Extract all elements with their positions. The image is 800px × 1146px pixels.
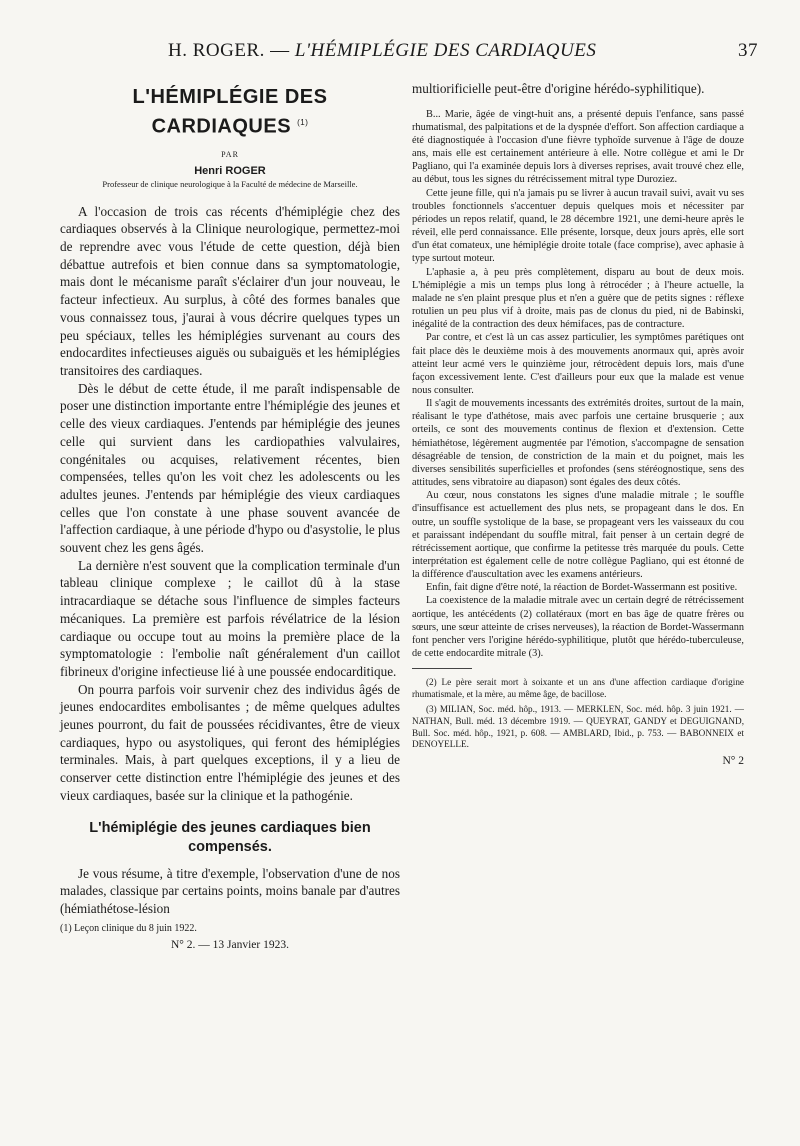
- body-paragraph-1: A l'occasion de trois cas récents d'hémiplégie chez des cardiaques observés à la Clinique neurologique, permettez-moi de reprendre avec vous l'étude de cette question, déjà bien débattue autrefois et bien connue dans sa symptomatologie, mais dont le mécanisme paraît s'éclairer d'un jour nouveau, le facteur infectieux. Au surplus, à côté des formes banales que vous connaissez tous, j'aurai à vous décrire quelques types un peu spéciaux, telles les hémiplégies survenant au cours des endocardites infectieuses aiguës ou subaiguës et les hémiplégies transitoires des cardiaques.: [60, 203, 400, 378]
- left-column: [60, 80, 400, 951]
- section-heading: L'hémiplégie des jeunes cardiaques bien compensés.: [89, 819, 371, 855]
- body-paragraph-5: Je vous résume, à titre d'exemple, l'observation d'une de nos malades, classique par certains points, moins banale par d'autres (hémiathétose-lésion: [60, 865, 400, 916]
- page-number: 37: [738, 40, 758, 61]
- case-paragraph-1: B... Marie, âgée de vingt-huit ans, a présenté depuis l'enfance, sans passé rhumatismal, des palpitations et de la dyspnée d'effort. Son affection cardiaque a été diagnostiquée à l'occasion d'une fièvre typhoïde survenue à l'âge de douze ans, mais elle est certainement antérieure à elle. Notre collègue et ami le Dr Pagliano, qui l'a examinée depuis lors à diverses reprises, avait trouvé chez elle, au début, tous les signes du rétrécissement mitral type Duroziez.: [412, 108, 744, 186]
- body-paragraph-4: On pourra parfois voir survenir chez des individus âgés de jeunes endocardites embolisantes ; de même quelques adultes jeunes pourront, du fait de poussées récidivantes, être de vieux cardiaques, hypo ou asystoliques, qui feront des hémiplégies terminales. Mais, à part quelques exceptions, il y a lieu de conserver cette distinction entre l'hémiplégie des jeunes et des vieux cardiaques, basée sur la clinique et la pathogénie.: [60, 681, 400, 803]
- article-title: [60, 84, 400, 140]
- footnote-3: (3) MILIAN, Soc. méd. hôp., 1913. — MERKLEN, Soc. méd. hôp. 3 juin 1921. — NATHAN, Bull. méd. 13 décembre 1919. — QUEYRAT, GANDY et DEGUIGNAND, Bull. Soc. méd. hôp., 1921, p. 608. — AMBLARD, Ibid., p. 753. — BABONNEIX et DENOYELLE.: [412, 704, 744, 750]
- footnote-2: (2) Le père serait mort à soixante et un ans d'une affection cardiaque d'origine rhumatismale, et la mère, au même âge, de bacillose.: [412, 677, 744, 699]
- footnote-1: (1) Leçon clinique du 8 juin 1922.: [60, 922, 197, 934]
- body-paragraph-3: La dernière n'est souvent que la complication terminale d'un tableau clinique complexe ; le caillot dû à la stase intracardiaque se détache sous l'influence de simples facteurs mécaniques. La première est parfois révélatrice de la lésion cardiaque ou occupe tout au moins la première place de la symptomatologie : l'embolie naît généralement d'un caillot fibrineux d'origine infectieuse lié à une poussée endocarditique.: [60, 557, 400, 679]
- issue-number: N° 2: [722, 754, 744, 767]
- author-name: Henri ROGER: [194, 164, 266, 177]
- case-paragraph-3: L'aphasie a, à peu près complètement, disparu au bout de deux mois. L'hémiplégie a mis un temps plus long à rétrocéder ; à l'heure actuelle, la malade ne s'en plaint presque plus et n'en a guère que de petits signes : réflexe rotulien un peu plus vif à droite, mais pas de clonus du pied, ni de Babinski, inégalité de la contraction des deux hémifaces, pas de contracture.: [412, 266, 744, 331]
- continued-paragraph: multiorificielle peut-être d'origine hérédo-syphilitique).: [412, 81, 705, 96]
- running-title: [168, 40, 596, 62]
- issue-line: N° 2. — 13 Janvier 1923.: [171, 938, 289, 951]
- case-paragraph-8: La coexistence de la maladie mitrale avec un certain degré de rétrécissement aortique, les antécédents (2) collatéraux (mort en bas âge de quatre frères ou sœurs, une sœur atteinte de crises nerveuses), la réaction de Bordet-Wassermann font pencher vers l'origine hérédo-syphilitique, plutôt que hérédo-tuberculeuse, de cette endocardite mitrale (3).: [412, 595, 744, 660]
- case-paragraph-4: Par contre, et c'est là un cas assez particulier, les symptômes parétiques ont fait place dès le deuxième mois à des mouvements anormaux qui, après avoir atteint leur acmé vers le quinzième jour, rétrocèdent depuis lors, mais d'une façon excessivement lente. C'est d'ailleurs pour eux que la malade est venue nous consulter.: [412, 332, 744, 396]
- footnote-divider: [412, 668, 472, 669]
- case-paragraph-2: Cette jeune fille, qui n'a jamais pu se livrer à aucun travail suivi, avait vu ses troubles fonctionnels s'accentuer depuis quelques mois et nécessiter par périodes un repos relatif, quand, le 28 décembre 1921, une demi-heure après le réveil, elle perd connaissance. Elle présente, lorsque, deux jours après, elle sort d'un état comateux, une hémiplégie droite totale (face comprise), avec aphasie à type surtout moteur.: [412, 187, 744, 265]
- case-paragraph-7: Enfin, fait digne d'être noté, la réaction de Bordet-Wassermann est positive.: [426, 582, 738, 594]
- right-column: [412, 80, 744, 767]
- running-dash: —: [264, 40, 295, 61]
- running-header: [58, 40, 758, 74]
- case-paragraph-5: Il s'agit de mouvements incessants des extrémités droites, surtout de la main, réalisant le type d'athétose, mais avec parfois une certaine brusquerie ; aux orteils, ce sont des mouvements continus de flexion et d'extension. Cette hémiathétose, légèrement augmentée par l'émotion, s'accompagne de sensation désagréable de tension, de constriction de la main et du poignet, mais les diverses sensibilités superficielles et profondes (sens stéréognostique, sens des attitudes, sens vibratoire au diapason) sont égales des deux côtés.: [412, 398, 744, 489]
- running-author: H. ROGER.: [168, 40, 265, 61]
- title-line-1: L'HÉMIPLÉGIE DES: [132, 86, 328, 108]
- case-paragraph-6: Au cœur, nous constatons les signes d'une maladie mitrale ; le souffle d'insuffisance est actuellement des plus nets, se propageant dans le dos. En outre, un souffle systolique de la base, se propageant vers les vaisseaux du cou et paraissant indépendant du souffle mitral, fait penser à un certain degré de rétrécissement aortique, que confirme la petitesse très marquée du pouls. Cette interprétation est également celle de notre collègue Pagliano, qui est étonné de la différence d'auscultation avec les examens antérieurs.: [412, 490, 744, 581]
- title-footnote-mark: (1): [297, 118, 309, 127]
- author-affiliation: Professeur de clinique neurologique à la Faculté de médecine de Marseille.: [102, 178, 358, 189]
- title-line-2: CARDIAQUES $^{(1)}$: [151, 115, 309, 138]
- byline-par: PAR: [221, 149, 239, 159]
- body-paragraph-2: Dès le début de cette étude, il me paraît indispensable de poser une distinction importante entre l'hémiplégie des jeunes et celle des vieux cardiaques. J'entends par hémiplégie des jeunes celle qui survient dans les cardiopathies valvulaires, congénitales ou acquises, relativement récentes, bien compensées, telles qu'on les voit chez les adolescents ou les adultes jeunes. J'entends par hémiplégie des vieux cardiaques celles que l'on constate à une phase souvent avancée de l'affection cardiaque, à une période d'hypo ou d'asystolie, le plus souvent chez les gens âgés.: [60, 380, 400, 556]
- running-article-title: L'HÉMIPLÉGIE DES CARDIAQUES: [294, 40, 597, 61]
